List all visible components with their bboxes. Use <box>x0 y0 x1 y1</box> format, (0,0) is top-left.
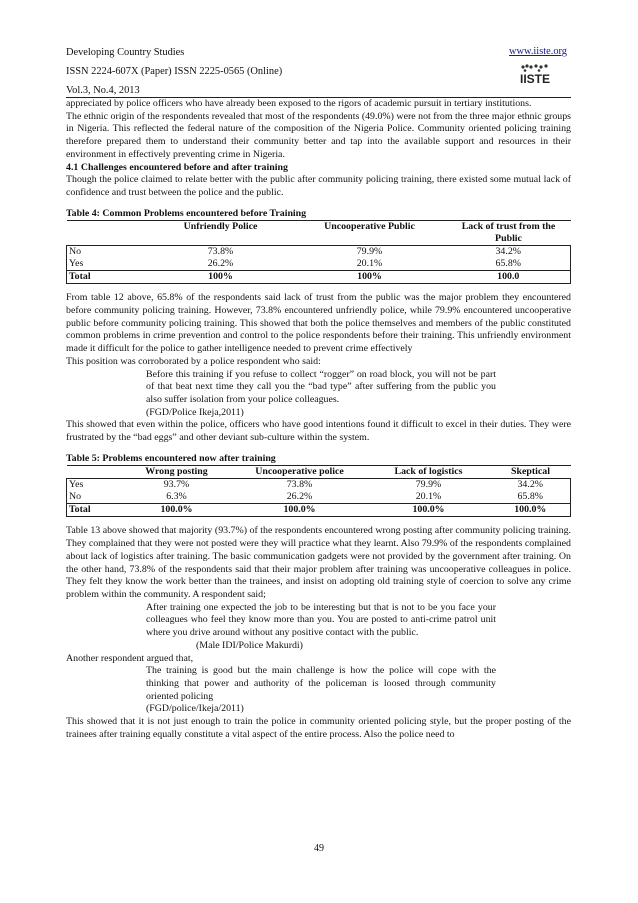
logo-text: IISTE <box>520 72 551 86</box>
table-total-row <box>67 504 571 517</box>
table-cell: Yes <box>67 479 121 492</box>
table4-header-cell: Unfriendly Police <box>149 221 293 246</box>
volume-line: Vol.3, No.4, 2013 <box>66 85 140 96</box>
iiste-logo <box>517 64 565 86</box>
table-cell: 65.8% <box>491 491 571 504</box>
table-cell: Total <box>67 504 121 517</box>
table-cell: 100.0% <box>121 504 233 517</box>
body-text <box>66 98 571 741</box>
table5-header-cell: Skeptical <box>491 466 571 479</box>
table-cell: 100.0% <box>367 504 491 517</box>
table-cell: 73.8% <box>207 246 234 258</box>
page-number: 49 <box>314 843 324 854</box>
paragraph: appreciated by police officers who have already been exposed to the rigors of academic pursuit in tertiary institutions. <box>66 98 532 109</box>
block-quote: Before this training if you refuse to collect “rogger” on road block, you will not be part of that beat next time they call you the “bad type” after suffering from the public you also suffer isolation from your police colleagues. <box>146 368 496 405</box>
table-cell: 73.8% <box>286 479 313 491</box>
table4-caption: Table 4: Common Problems encountered before Training <box>66 207 307 219</box>
paragraph: Though the police claimed to relate better with the public after community policing training, there existed some mutual lack of confidence and trust between the police and the public. <box>66 174 571 198</box>
paragraph: This showed that it is not just enough to train the police in community oriented policing style, but the proper posting of the trainees after training equally constitute a vital aspect of the entire process. Also the police need to <box>66 716 571 740</box>
table-cell: 100.0% <box>491 504 571 517</box>
quote-source: (FGD/Police Ikeja,2011) <box>146 406 244 418</box>
journal-title: Developing Country Studies <box>66 47 185 58</box>
table-row <box>67 491 571 504</box>
paragraph: Another respondent argued that, <box>66 652 194 664</box>
issn-line: ISSN 2224-607X (Paper) ISSN 2225-0565 (Online) <box>66 66 283 77</box>
table-cell: 20.1% <box>415 491 442 503</box>
section-heading: 4.1 Challenges encountered before and after training <box>66 161 288 173</box>
quote-source: (FGD/police/Ikeja/2011) <box>146 703 244 715</box>
quote-source: (Male IDI/Police Makurdi) <box>196 639 303 651</box>
table4-header-cell: Uncooperative Public <box>293 221 447 246</box>
table5-caption: Table 5: Problems encountered now after training <box>66 452 276 464</box>
table-cell: 26.2% <box>207 258 234 270</box>
table-cell: 100.0 <box>447 271 571 284</box>
paragraph: Table 13 above showed that majority (93.7%) of the respondents encountered wrong posting after community policing training. They complained that they were not posted were they will practice what they learnt. Also 79.9% of the respondents complained about lack of logistics after training. The basic communication gadgets were not provided by the government after training. On the other hand, 73.8% of the respondents said that their major problem after training was uncooperative colleagues in police. They felt they know the work better than the trainees, and insist on adopting old training style of coercion to solve any crime problem within the community. A respondent said; <box>66 525 571 600</box>
table-row <box>67 258 571 271</box>
block-quote: After training one expected the job to be interesting but that is not to be you face your colleagues who feel they know more than you. You are posted to anti-crime patrol unit where you drive around without any positive contact with the public. <box>146 601 496 639</box>
table-row <box>67 246 571 259</box>
table-cell: 100% <box>293 271 447 284</box>
table-cell: Total <box>67 271 149 284</box>
paragraph: This showed that even within the police, officers who have good intentions found it difficult to excel in their duties. They were frustrated by the “bad eggs” and other deviant sub-culture within the system. <box>66 419 571 444</box>
table-cell: 79.9% <box>415 479 442 491</box>
table-cell: 34.2% <box>447 246 571 259</box>
paragraph: This position was corroborated by a police respondent who said: <box>66 355 321 367</box>
table5-header-cell <box>67 466 121 479</box>
table-cell: 79.9% <box>356 246 383 258</box>
table-row <box>67 479 571 492</box>
table-cell: 65.8% <box>447 258 571 271</box>
table4-header-cell: Lack of trust from the Public <box>447 221 571 246</box>
table-cell: No <box>67 491 121 504</box>
table-cell: 100% <box>149 271 293 284</box>
table-cell: 6.3% <box>166 491 187 503</box>
table-cell: 93.7% <box>163 479 190 491</box>
table5-header-cell: Lack of logistics <box>367 466 491 479</box>
table4-header-cell <box>67 221 149 246</box>
block-quote: The training is good but the main challenge is how the police will cope with the thinking that power and authority of the policeman is loosed through community oriented policing <box>146 665 496 702</box>
paragraph: The ethnic origin of the respondents revealed that most of the respondents (49.0%) were not from the three major ethnic groups in Nigeria. This reflected the federal nature of the composition of the Nigeria Police. Community oriented policing training therefore prepared them to understand their community better and tap into the available support and resources in their environment in effectively preventing crime in Nigeria. <box>66 110 571 160</box>
paragraph: From table 12 above, 65.8% of the respondents said lack of trust from the public was the major problem they encountered before community policing training. However, 73.8% encountered unfriendly police, while 79.9% encountered uncooperative public before community policing training. This showed that both the police themselves and members of the public constituted common problems in crime prevention and control to the police respondents before their training. This unfriendly environment made it difficult for the police to gather intelligence needed to prevent crime effectively <box>66 292 571 355</box>
table-cell: 26.2% <box>286 491 313 503</box>
table5-header-cell: Wrong posting <box>121 466 233 479</box>
table-cell: No <box>67 246 149 259</box>
table5-header-cell: Uncooperative police <box>233 466 367 479</box>
table-cell: 34.2% <box>491 479 571 492</box>
table-cell: Yes <box>67 258 149 271</box>
table-cell: 20.1% <box>356 258 383 270</box>
table-total-row <box>67 271 571 284</box>
journal-url-link[interactable]: www.iiste.org <box>508 46 567 57</box>
table5 <box>66 465 571 517</box>
table-cell: 100.0% <box>233 504 367 517</box>
table4 <box>66 220 571 284</box>
